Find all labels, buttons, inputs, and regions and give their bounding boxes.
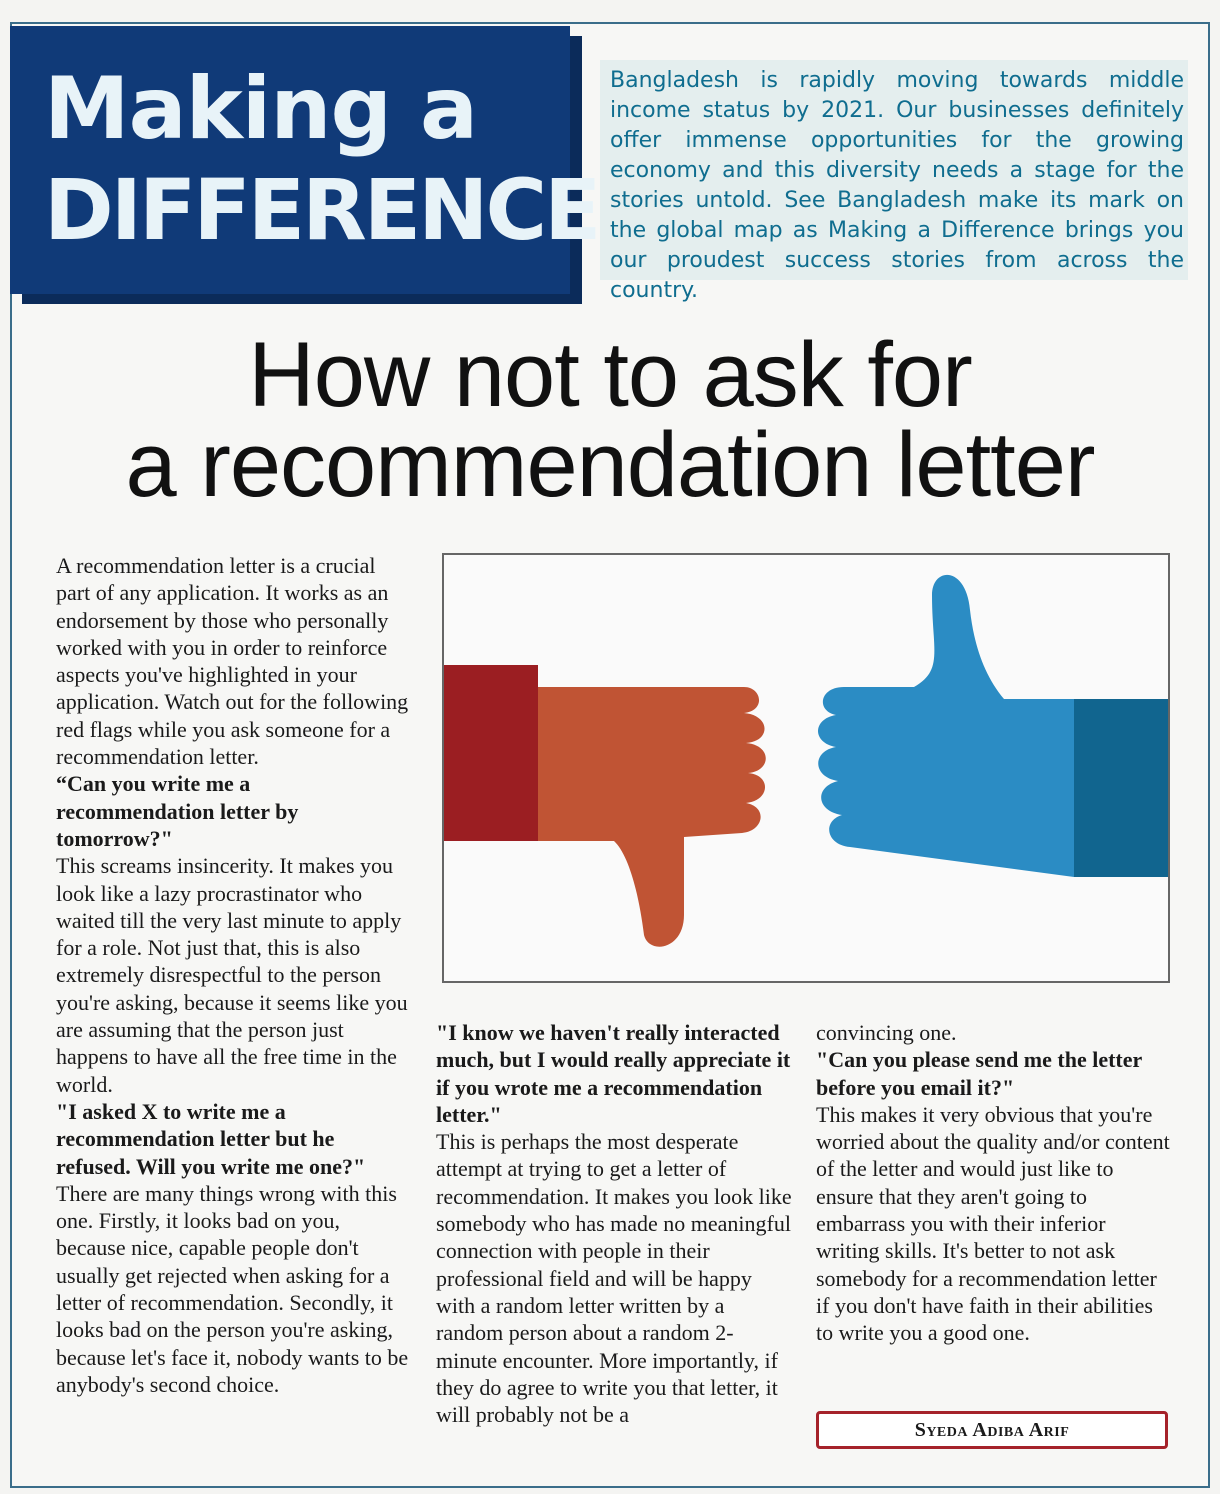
section-title-line2: DIFFERENCE (44, 161, 599, 259)
article-paragraph: There are many things wrong with this one. Firstly, it looks bad on you, because nice, capable people don't usually get rejected when asking for a letter of recommendation. Secondly, it looks bad on the person you're asking, because let's face it, nobody wants to be anybody's second choice. (56, 1180, 409, 1397)
article-column-3 (816, 1019, 1172, 1347)
headline-line1: How not to ask for (248, 324, 972, 426)
article-column-1 (56, 552, 412, 1398)
article-paragraph: convincing one. (816, 1020, 957, 1045)
question-heading: “Can you write me a recommendation letter by tomorrow?" (56, 771, 299, 851)
article-paragraph: This makes it very obvious that you're worried about the quality and/or content of the letter and would just like to ensure that they aren't going to embarrass you with their inferior writing skills. It's better to not ask somebody for a recommendation letter if you don't have faith in their abilities to write you a good one. (816, 1101, 1170, 1346)
author-byline: Syeda Adiba Arif (816, 1411, 1168, 1449)
question-heading: "I know we haven't really interacted much, but I would really appreciate it if you wrote me a recommendation letter." (436, 1020, 791, 1127)
question-heading: "I asked X to write me a recommendation letter but he refused. Will you write me one?" (56, 1098, 366, 1179)
question-heading: "Can you please send me the letter before you email it?" (816, 1047, 1142, 1100)
article-column-2 (436, 1019, 792, 1428)
section-banner (10, 26, 599, 294)
section-title-line1: Making a (44, 59, 478, 159)
article-paragraph: This screams insincerity. It makes you look like a lazy procrastinator who waited till the very last minute to apply for a role. Not just that, this is also extremely disrespectful to the person you're asking, because it seems like you are assuming that the person just happens to have all the free time in the world. (56, 853, 408, 1097)
headline-line2: a recommendation letter (125, 414, 1095, 516)
thumbs-down-icon (444, 665, 766, 947)
article-paragraph: A recommendation letter is a crucial part of any application. It works as an endorsement by those who personally worked with you in order to reinforce aspects you've highlighted in your application. Watch out for the following red flags while you ask someone for a recommendation letter. (56, 553, 409, 770)
intro-box (600, 60, 1188, 303)
article-paragraph: This is perhaps the most desperate attempt at trying to get a letter of recommendation. It makes you look like somebody who has made no meaningful connection with people in their professional field and will be happy with a random letter written by a random person about a random 2-minute encounter. More importantly, if they do agree to write you that letter, it will probably not be a (436, 1129, 792, 1428)
headline (20, 324, 1200, 516)
thumbs-up-icon (818, 575, 1168, 877)
thumbs-illustration (442, 553, 1170, 983)
intro-text: Bangladesh is rapidly moving towards middle income status by 2021. Our businesses definitely offer immense opportunities for the growing economy and this diversity needs a stage for the stories untold. See Bangladesh make its mark on the global map as Making a Difference brings you our proudest success stories from across the country. (610, 68, 1184, 303)
